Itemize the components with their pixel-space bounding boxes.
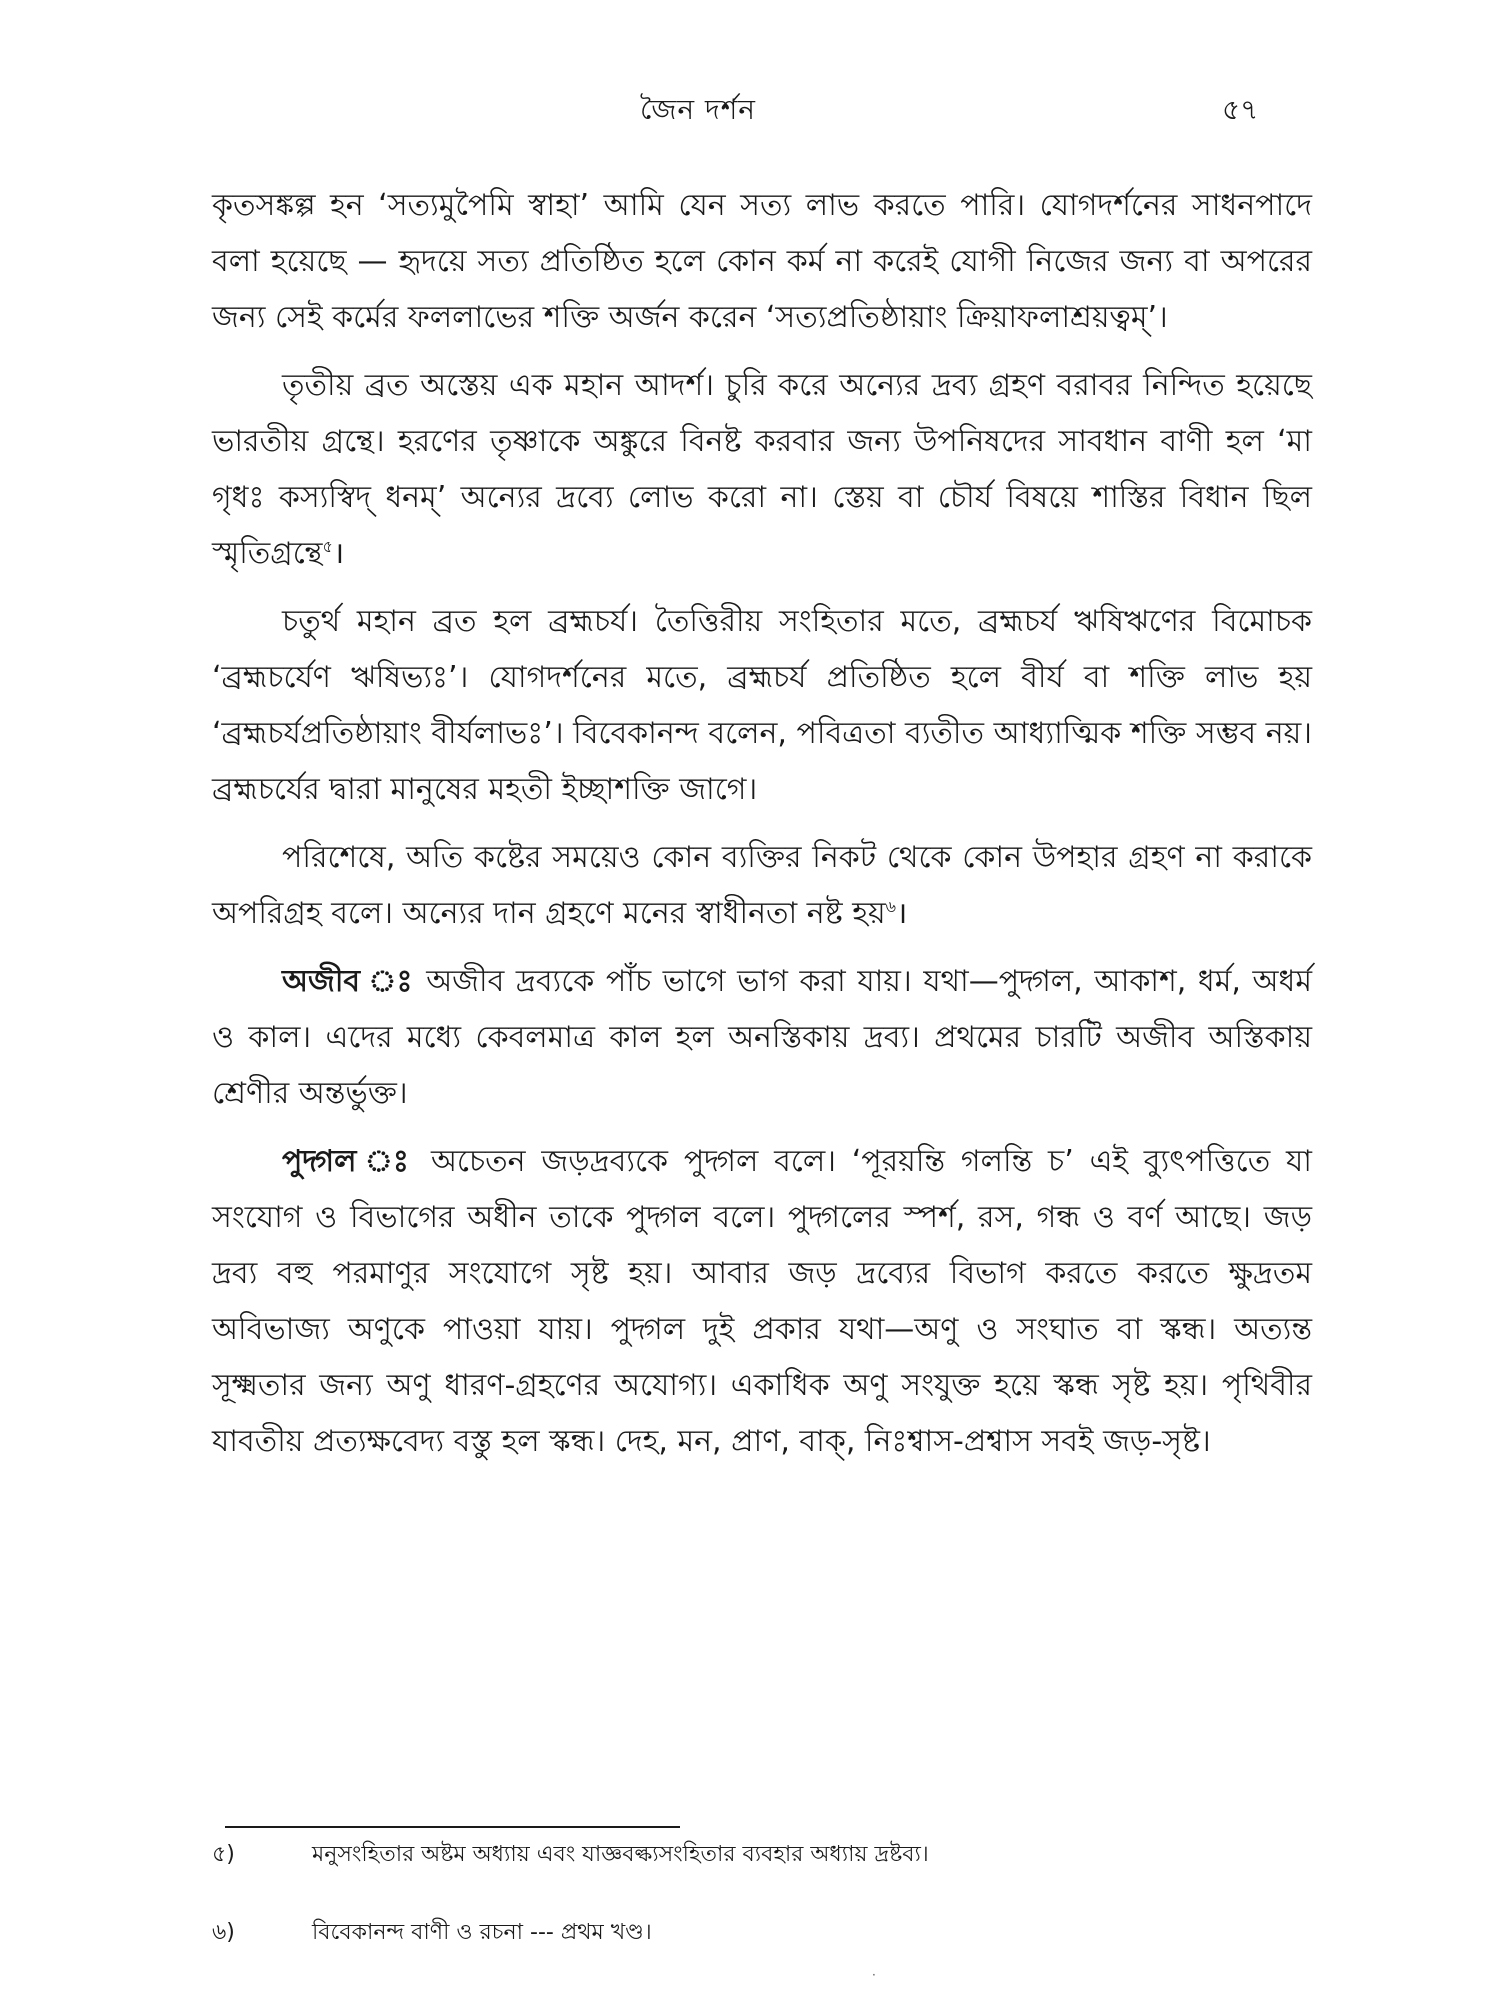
paragraph-text: তৃতীয় ব্রত অস্তেয় এক মহান আদর্শ। চুরি করে অন্যের দ্রব্য গ্রহণ বরাবর নিন্দিত হয়েছে ভারতীয় গ্রন্থে। হরণের তৃষ্ণাকে অঙ্কুরে বিনষ্ট করবার জন্য উপনিষদের সাবধান বাণী হল ‘মা গৃধঃ কস্যস্বিদ্ ধনম্’ অন্যের দ্রব্যে লোভ করো না। স্তেয় বা চৌর্য বিষয়ে শাস্তির বিধান ছিল স্মৃতিগ্রন্থে [212,368,1312,571]
footnote-6 [212,1918,1312,1948]
paragraph-text: পরিশেষে, অতি কষ্টের সময়েও কোন ব্যক্তির নিকট থেকে কোন উপহার গ্রহণ না করাকে অপরিগ্রহ বলে। অন্যের দান গ্রহণে মনের স্বাধীনতা নষ্ট হয় [212,840,1312,931]
footnote-text: মনুসংহিতার অষ্টম অধ্যায় এবং যাজ্ঞবল্ক্যসংহিতার ব্যবহার অধ্যায় দ্রষ্টব্য। [312,1842,929,1867]
paragraph-text: অজীব দ্রব্যকে পাঁচ ভাগে ভাগ করা যায়। যথা—পুদ্গল, আকাশ, ধর্ম, অধর্ম ও কাল। এদের মধ্যে কেবলমাত্র কাল হল অনস্তিকায় দ্রব্য। প্রথমের চারটি অজীব অস্তিকায় শ্রেণীর অন্তর্ভুক্ত। [212,964,1312,1111]
footnote-ref-5: ৫ [322,537,333,556]
paragraph-text: চতুর্থ মহান ব্রত হল ব্রহ্মচর্য। তৈত্তিরীয় সংহিতার মতে, ব্রহ্মচর্য ঋষিঋণের বিমোচক ‘ব্রহ্মচর্যেণ ঋষিভ্যঃ’। যোগদর্শনের মতে, ব্রহ্মচর্য প্রতিষ্ঠিত হলে বীর্য বা শক্তি লাভ হয় ‘ব্রহ্মচর্যপ্রতিষ্ঠায়াং বীর্যলাভঃ’। বিবেকানন্দ বলেন, পবিত্রতা ব্যতীত আধ্যাত্মিক শক্তি সম্ভব নয়। ব্রহ্মচর্যের দ্বারা মানুষের মহতী ইচ্ছাশক্তি জাগে। [212,604,1312,807]
footnote-number: ৬) [212,1920,235,1945]
paragraph-ajiva [212,954,1312,1122]
footnote-number: ৫) [212,1842,235,1867]
paragraph-aparigraha: পরিশেষে, অতি কষ্টের সময়েও কোন ব্যক্তির নিকট থেকে কোন উপহার গ্রহণ না করাকে অপরিগ্রহ বলে। অন্যের দান গ্রহণে মনের স্বাধীনতা নষ্ট হয়$^৬$। [212,840,1312,931]
footnote-ref-6: ৬ [885,897,897,916]
body-text [212,178,1312,1482]
page-number: ৫৭ [1222,93,1259,126]
footnote-text: বিবেকানন্দ বাণী ও রচনা --- প্রথম খণ্ড। [312,1920,652,1945]
paragraph-text: কৃতসঙ্কল্প হন ‘সত্যমুপৈমি স্বাহা’ আমি যেন সত্য লাভ করতে পারি। যোগদর্শনের সাধনপাদে বলা হয়েছে — হৃদয়ে সত্য প্রতিষ্ঠিত হলে কোন কর্ম না করেই যোগী নিজের জন্য বা অপরের জন্য সেই কর্মের ফললাভের শক্তি অর্জন করেন ‘সত্যপ্রতিষ্ঠায়াং ক্রিয়াফলাশ্রয়ত্বম্’। [212,188,1312,335]
paragraph-asteya: তৃতীয় ব্রত অস্তেয় এক মহান আদর্শ। চুরি করে অন্যের দ্রব্য গ্রহণ বরাবর নিন্দিত হয়েছে ভারতীয় গ্রন্থে। হরণের তৃষ্ণাকে অঙ্কুরে বিনষ্ট করবার জন্য উপনিষদের সাবধান বাণী হল ‘মা গৃধঃ কস্যস্বিদ্ ধনম্’ অন্যের দ্রব্যে লোভ করো না। স্তেয় বা চৌর্য বিষয়ে শাস্তির বিধান ছিল স্মৃতিগ্রন্থে$^৫$। [212,368,1312,571]
paragraph-pudgala [212,1134,1312,1470]
footnote-divider [225,1826,680,1828]
paragraph-brahmacharya [212,594,1312,818]
footnotes [212,1840,1312,1996]
footnote-5 [212,1840,1312,1870]
term-pudgala: পুদ্গল ঃ [282,1144,416,1179]
running-header [0,88,1500,128]
running-title: জৈন দর্শন [640,93,756,126]
paragraph-text: অচেতন জড়দ্রব্যকে পুদ্গল বলে। ‘পূরয়ন্তি গলন্তি চ’ এই ব্যুৎপত্তিতে যা সংযোগ ও বিভাগের অধীন তাকে পুদ্গল বলে। পুদ্গলের স্পর্শ, রস, গন্ধ ও বর্ণ আছে। জড় দ্রব্য বহু পরমাণুর সংযোগে সৃষ্ট হয়। আবার জড় দ্রব্যের বিভাগ করতে করতে ক্ষুদ্রতম অবিভাজ্য অণুকে পাওয়া যায়। পুদ্গল দুই প্রকার যথা—অণু ও সংঘাত বা স্কন্ধ। অত্যন্ত সূক্ষ্মতার জন্য অণু ধারণ-গ্রহণের অযোগ্য। একাধিক অণু সংযুক্ত হয়ে স্কন্ধ সৃষ্ট হয়। পৃথিবীর যাবতীয় প্রত্যক্ষবেদ্য বস্তু হল স্কন্ধ। দেহ, মন, প্রাণ, বাক্, নিঃশ্বাস-প্রশ্বাস সবই জড়-সৃষ্ট। [212,1144,1313,1459]
term-ajiva: অজীব ঃ [282,964,415,999]
print-speck: · [872,1968,876,1982]
paragraph-truth-vow [212,178,1312,346]
